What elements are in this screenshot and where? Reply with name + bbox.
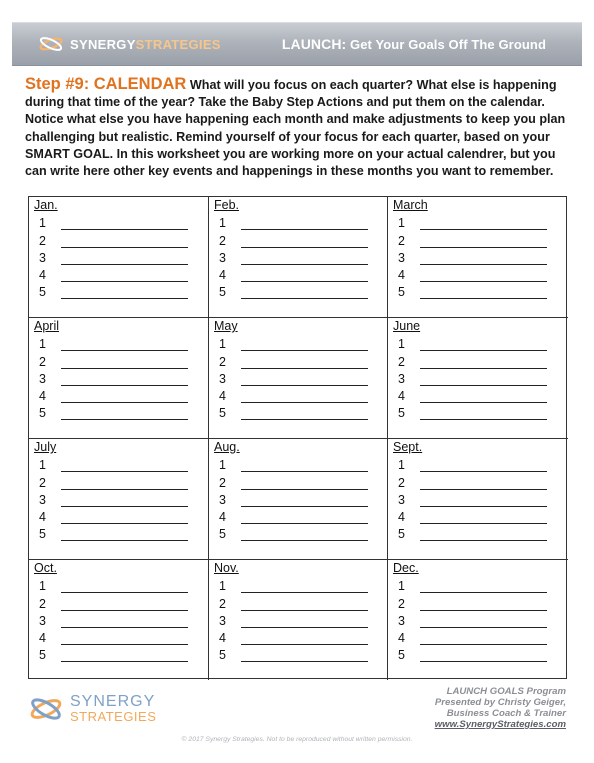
calendar-entry-row: [34, 645, 208, 662]
calendar-entry-row: [34, 593, 208, 610]
entry-write-line[interactable]: [420, 340, 547, 351]
calendar-entry-row: [214, 334, 387, 351]
entry-write-line[interactable]: [61, 530, 188, 541]
entry-write-line[interactable]: [241, 513, 368, 524]
entry-number: 3: [219, 250, 226, 265]
calendar-entry-row: [393, 230, 568, 247]
calendar-entry-row: [393, 611, 568, 628]
month-label: May: [214, 319, 238, 333]
calendar-entry-row: [34, 403, 208, 420]
entry-write-line[interactable]: [61, 288, 188, 299]
entry-number: 4: [39, 389, 46, 404]
entry-number: 5: [219, 648, 226, 663]
entry-write-line[interactable]: [241, 582, 368, 593]
entry-write-line[interactable]: [61, 271, 188, 282]
calendar-entry-row: [214, 230, 387, 247]
calendar-entry-row: [34, 455, 208, 472]
entry-number: 5: [398, 406, 405, 421]
month-label: Oct.: [34, 561, 57, 575]
entry-write-line[interactable]: [420, 409, 547, 420]
calendar-entry-row: [34, 265, 208, 282]
calendar-entry-row: [393, 645, 568, 662]
entry-number: 4: [398, 631, 405, 646]
entry-number: 1: [219, 216, 226, 231]
entry-number: 5: [39, 285, 46, 300]
entry-number: 2: [39, 233, 46, 248]
entry-number: 3: [219, 371, 226, 386]
calendar-entry-row: [214, 248, 387, 265]
footer-logo-line1: SYNERGY: [70, 693, 156, 710]
entry-number: 5: [398, 527, 405, 542]
entry-write-line[interactable]: [420, 479, 547, 490]
entry-number: 5: [219, 406, 226, 421]
header-title-sub: Get Your Goals Off The Ground: [346, 37, 546, 52]
entry-write-line[interactable]: [61, 375, 188, 386]
entry-write-line[interactable]: [420, 651, 547, 662]
entry-write-line[interactable]: [420, 271, 547, 282]
calendar-entry-row: [34, 386, 208, 403]
entry-write-line[interactable]: [61, 340, 188, 351]
calendar-entry-row: [214, 455, 387, 472]
entry-write-line[interactable]: [61, 392, 188, 403]
calendar-entry-row: [34, 472, 208, 489]
calendar-entry-row: [214, 628, 387, 645]
entry-number: 4: [39, 631, 46, 646]
entry-write-line[interactable]: [61, 582, 188, 593]
calendar-entry-row: [34, 213, 208, 230]
calendar-entry-row: [214, 265, 387, 282]
calendar-entry-row: [393, 282, 568, 299]
entry-number: 2: [219, 354, 226, 369]
entry-write-line[interactable]: [241, 219, 368, 230]
entry-number: 4: [398, 510, 405, 525]
calendar-entry-row: [393, 351, 568, 368]
month-cell: [29, 318, 209, 439]
header-title: [282, 36, 546, 52]
calendar-entry-row: [393, 593, 568, 610]
entry-write-line[interactable]: [61, 461, 188, 472]
entry-write-line[interactable]: [241, 271, 368, 282]
calendar-entry-row: [34, 576, 208, 593]
calendar-entry-row: [393, 369, 568, 386]
entry-write-line[interactable]: [241, 496, 368, 507]
entry-number: 3: [219, 613, 226, 628]
entry-write-line[interactable]: [420, 496, 547, 507]
entry-number: 2: [219, 596, 226, 611]
entry-number: 2: [219, 233, 226, 248]
entry-write-line[interactable]: [420, 513, 547, 524]
entry-write-line[interactable]: [420, 254, 547, 265]
calendar-entry-row: [214, 576, 387, 593]
entry-write-line[interactable]: [61, 634, 188, 645]
header-brand-part1: SYNERGY: [70, 36, 136, 52]
entry-write-line[interactable]: [61, 651, 188, 662]
calendar-entry-row: [214, 593, 387, 610]
entry-number: 1: [398, 458, 405, 473]
month-label: Dec.: [393, 561, 419, 575]
entry-write-line[interactable]: [61, 600, 188, 611]
entry-number: 1: [398, 337, 405, 352]
entry-number: 5: [39, 527, 46, 542]
entry-number: 2: [39, 596, 46, 611]
entry-number: 5: [219, 527, 226, 542]
entry-write-line[interactable]: [241, 530, 368, 541]
entry-write-line[interactable]: [420, 617, 547, 628]
calendar-entry-row: [393, 455, 568, 472]
entry-number: 4: [219, 631, 226, 646]
footer-url-link[interactable]: www.SynergyStrategies.com: [434, 719, 566, 730]
calendar-entry-row: [34, 611, 208, 628]
calendar-entry-row: [34, 490, 208, 507]
entry-number: 1: [219, 337, 226, 352]
header-brand-part2: STRATEGIES: [135, 36, 221, 52]
entry-number: 4: [398, 389, 405, 404]
month-label: Feb.: [214, 198, 240, 212]
month-label: Aug.: [214, 440, 240, 454]
entry-write-line[interactable]: [61, 479, 188, 490]
month-label: Jan.: [34, 198, 58, 212]
entry-number: 1: [219, 458, 226, 473]
entry-number: 5: [39, 648, 46, 663]
entry-number: 3: [398, 250, 405, 265]
entry-number: 5: [398, 285, 405, 300]
entry-write-line[interactable]: [420, 358, 547, 369]
calendar-entry-row: [214, 213, 387, 230]
calendar-entry-row: [393, 265, 568, 282]
month-label: June: [393, 319, 421, 333]
calendar-entry-row: [214, 351, 387, 368]
header-banner: [12, 22, 582, 66]
calendar-entry-row: [214, 507, 387, 524]
month-cell: [209, 197, 388, 318]
calendar-entry-row: [393, 213, 568, 230]
entry-number: 3: [39, 371, 46, 386]
month-cell: [29, 560, 209, 680]
calendar-entry-row: [34, 282, 208, 299]
entry-number: 1: [398, 216, 405, 231]
month-label: Sept.: [393, 440, 423, 454]
calendar-entry-row: [34, 369, 208, 386]
month-cell: [29, 197, 209, 318]
month-cell: [209, 318, 388, 439]
intro-paragraph: [25, 76, 573, 180]
entry-write-line[interactable]: [241, 651, 368, 662]
entry-write-line[interactable]: [420, 219, 547, 230]
entry-write-line[interactable]: [61, 617, 188, 628]
calendar-entry-row: [34, 351, 208, 368]
entry-number: 3: [39, 250, 46, 265]
calendar-entry-row: [214, 472, 387, 489]
header-brand: [70, 37, 221, 52]
entry-number: 1: [39, 216, 46, 231]
calendar-entry-row: [214, 403, 387, 420]
entry-write-line[interactable]: [420, 461, 547, 472]
entry-number: 1: [39, 337, 46, 352]
synergy-swirl-icon: [38, 34, 64, 54]
intro-text: What will you focus on each quarter? What else is happening during that time of the year? Take the Baby Step Actions and put them on the calendar. Notice what else you have happening each month and make adjustments to keep you plan challenging but realistic. Remind yourself of your focus for each quarter, based on your SMART GOAL. In this worksheet you are working more on your actual calendrer, but you can write here other key events and happenings in these months you want to remember.: [25, 78, 566, 179]
entry-number: 3: [398, 371, 405, 386]
entry-write-line[interactable]: [241, 392, 368, 403]
entry-write-line[interactable]: [61, 219, 188, 230]
entry-write-line[interactable]: [241, 461, 368, 472]
entry-write-line[interactable]: [61, 496, 188, 507]
calendar-entry-row: [393, 490, 568, 507]
entry-write-line[interactable]: [420, 582, 547, 593]
entry-write-line[interactable]: [61, 254, 188, 265]
month-cell: [209, 439, 388, 560]
entry-number: 1: [39, 458, 46, 473]
calendar-entry-row: [393, 507, 568, 524]
entry-number: 3: [398, 613, 405, 628]
calendar-entry-row: [214, 645, 387, 662]
synergy-swirl-icon: [28, 694, 64, 724]
entry-number: 1: [219, 579, 226, 594]
entry-write-line[interactable]: [61, 513, 188, 524]
month-label: Nov.: [214, 561, 239, 575]
calendar-entry-row: [393, 628, 568, 645]
entry-number: 5: [39, 406, 46, 421]
calendar-entry-row: [34, 334, 208, 351]
calendar-entry-row: [393, 386, 568, 403]
entry-number: 3: [398, 492, 405, 507]
calendar-entry-row: [393, 472, 568, 489]
month-cell: [388, 560, 568, 680]
entry-write-line[interactable]: [420, 600, 547, 611]
calendar-entry-row: [34, 524, 208, 541]
entry-write-line[interactable]: [241, 340, 368, 351]
calendar-entry-row: [214, 611, 387, 628]
calendar-grid: [28, 196, 567, 679]
footer-program: LAUNCH GOALS Program: [446, 686, 566, 697]
calendar-entry-row: [34, 628, 208, 645]
entry-write-line[interactable]: [241, 409, 368, 420]
entry-number: 3: [39, 492, 46, 507]
calendar-entry-row: [393, 334, 568, 351]
entry-write-line[interactable]: [241, 600, 368, 611]
entry-number: 4: [219, 268, 226, 283]
entry-write-line[interactable]: [241, 634, 368, 645]
entry-number: 1: [398, 579, 405, 594]
entry-number: 2: [398, 354, 405, 369]
month-label: July: [34, 440, 57, 454]
entry-write-line[interactable]: [420, 237, 547, 248]
entry-number: 4: [39, 268, 46, 283]
entry-number: 4: [39, 510, 46, 525]
calendar-entry-row: [214, 490, 387, 507]
copyright-notice: © 2017 Synergy Strategies. Not to be reproduced without written permission.: [181, 736, 413, 743]
month-cell: [388, 318, 568, 439]
entry-number: 2: [398, 475, 405, 490]
entry-number: 2: [39, 354, 46, 369]
entry-number: 3: [39, 613, 46, 628]
entry-number: 2: [219, 475, 226, 490]
footer-role: Business Coach & Trainer: [446, 708, 566, 719]
entry-write-line[interactable]: [420, 375, 547, 386]
entry-number: 1: [39, 579, 46, 594]
entry-number: 3: [219, 492, 226, 507]
header-title-main: LAUNCH:: [281, 36, 347, 52]
month-label: April: [34, 319, 60, 333]
entry-write-line[interactable]: [241, 375, 368, 386]
entry-number: 2: [398, 233, 405, 248]
footer-logo-line2: STRATEGIES: [70, 709, 157, 724]
month-cell: [209, 560, 388, 680]
step-label: Step #9: CALENDAR: [25, 75, 187, 93]
entry-write-line[interactable]: [241, 358, 368, 369]
footer-credit: [435, 686, 566, 730]
header-logo: [38, 34, 221, 54]
entry-number: 2: [398, 596, 405, 611]
entry-write-line[interactable]: [241, 288, 368, 299]
calendar-entry-row: [214, 369, 387, 386]
entry-number: 5: [219, 285, 226, 300]
entry-write-line[interactable]: [241, 479, 368, 490]
entry-write-line[interactable]: [61, 237, 188, 248]
month-cell: [388, 197, 568, 318]
footer-presenter: Presented by Christy Geiger,: [434, 697, 566, 708]
entry-write-line[interactable]: [241, 617, 368, 628]
entry-number: 2: [39, 475, 46, 490]
entry-write-line[interactable]: [420, 288, 547, 299]
entry-number: 5: [398, 648, 405, 663]
month-cell: [388, 439, 568, 560]
calendar-entry-row: [34, 507, 208, 524]
entry-write-line[interactable]: [61, 409, 188, 420]
entry-write-line[interactable]: [241, 254, 368, 265]
calendar-entry-row: [214, 282, 387, 299]
calendar-entry-row: [214, 386, 387, 403]
month-cell: [29, 439, 209, 560]
entry-write-line[interactable]: [61, 358, 188, 369]
month-label: March: [393, 198, 428, 212]
entry-write-line[interactable]: [420, 530, 547, 541]
calendar-entry-row: [393, 248, 568, 265]
entry-write-line[interactable]: [420, 392, 547, 403]
calendar-entry-row: [34, 230, 208, 247]
calendar-entry-row: [214, 524, 387, 541]
calendar-entry-row: [393, 576, 568, 593]
entry-number: 4: [219, 510, 226, 525]
calendar-entry-row: [393, 524, 568, 541]
footer-logo: [28, 694, 156, 724]
calendar-entry-row: [393, 403, 568, 420]
entry-write-line[interactable]: [241, 237, 368, 248]
entry-number: 4: [219, 389, 226, 404]
entry-number: 4: [398, 268, 405, 283]
entry-write-line[interactable]: [420, 634, 547, 645]
calendar-entry-row: [34, 248, 208, 265]
